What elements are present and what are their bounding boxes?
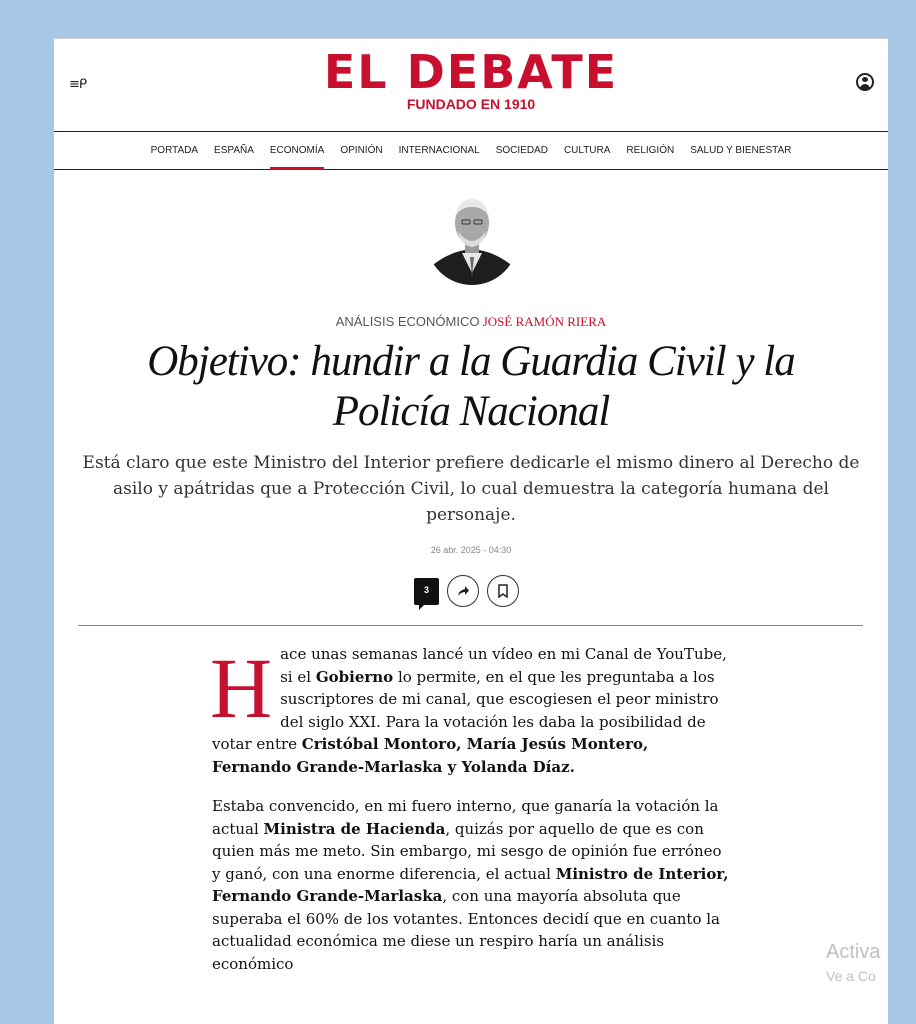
nav-item-opinion[interactable]: OPINIÓN <box>340 145 383 156</box>
nav-item-cultura[interactable]: CULTURA <box>563 145 611 156</box>
site-header <box>54 39 888 131</box>
windows-activation-watermark: Activa Ve a Co <box>826 941 881 984</box>
paragraph: Estaba convencido, en mi fuero interno, que ganaría la votación la actual Ministra de Hacienda, quizás por aquello de que es con quien más me meto. Sin embargo, mi sesgo de opinión fue erróneo y ganó, con una enorme diferencia, el actual Ministro de Interior, Fernando Grande-Marlaska, con una mayoría absoluta que superaba el 60% de los votantes. Entonces decidí que en cuanto la actualidad económica me diese un respiro haría un análisis económico <box>212 797 729 973</box>
nav-item-sociedad[interactable]: SOCIEDAD <box>495 145 548 156</box>
bookmark-button[interactable] <box>487 575 519 607</box>
section-label[interactable]: ANÁLISIS ECONÓMICO <box>335 314 480 329</box>
author-photo[interactable] <box>428 187 516 287</box>
comments-button[interactable]: 3 <box>414 578 439 605</box>
publish-date: 26 abr. 2025 - 04:30 <box>430 545 512 555</box>
user-icon[interactable] <box>856 73 874 91</box>
nav-item-salud[interactable]: SALUD Y BIENESTAR <box>690 145 792 156</box>
logo-tagline: FUNDADO EN 1910 <box>406 96 536 112</box>
nav-item-religion[interactable]: RELIGIÓN <box>626 145 675 156</box>
site-logo[interactable]: EL DEBATE <box>323 45 619 99</box>
section-divider <box>78 625 863 626</box>
nav-item-espana[interactable]: ESPAÑA <box>214 145 254 156</box>
article-subtitle: Está claro que este Ministro del Interior prefiere dedicarle el mismo dinero al Derecho de asilo y apátridas que a Protección Civil, lo cual demuestra la categoría humana del personaje. <box>82 453 860 525</box>
article-kicker <box>54 314 888 330</box>
nav-item-internacional[interactable]: INTERNACIONAL <box>398 145 480 156</box>
author-name[interactable]: JOSÉ RAMÓN RIERA <box>482 314 607 329</box>
drop-cap: H <box>210 640 273 736</box>
main-nav <box>54 131 888 170</box>
nav-item-portada[interactable]: PORTADA <box>150 145 199 156</box>
share-arrow-icon <box>456 584 470 598</box>
article-actions <box>414 575 519 607</box>
paragraph: Hace unas semanas lancé un vídeo en mi Canal de YouTube, si el Gobierno lo permite, en el que les preguntaba a los suscriptores de mi canal, que escogiesen el peor ministro del siglo XXI. Para la votación les daba la posibilidad de votar entre Cristóbal Montoro, María Jesús Montero, Fernando Grande-Marlaska y Yolanda Díaz. <box>210 640 727 776</box>
nav-item-economia[interactable]: ECONOMÍA <box>270 132 324 169</box>
article-page <box>54 38 888 1024</box>
article-body <box>210 640 730 992</box>
menu-icon[interactable]: ≡ᑭ <box>69 77 87 92</box>
article-title: Objetivo: hundir a la Guardia Civil y la Policía Nacional <box>147 338 795 435</box>
bookmark-icon <box>497 584 509 598</box>
share-button[interactable] <box>447 575 479 607</box>
